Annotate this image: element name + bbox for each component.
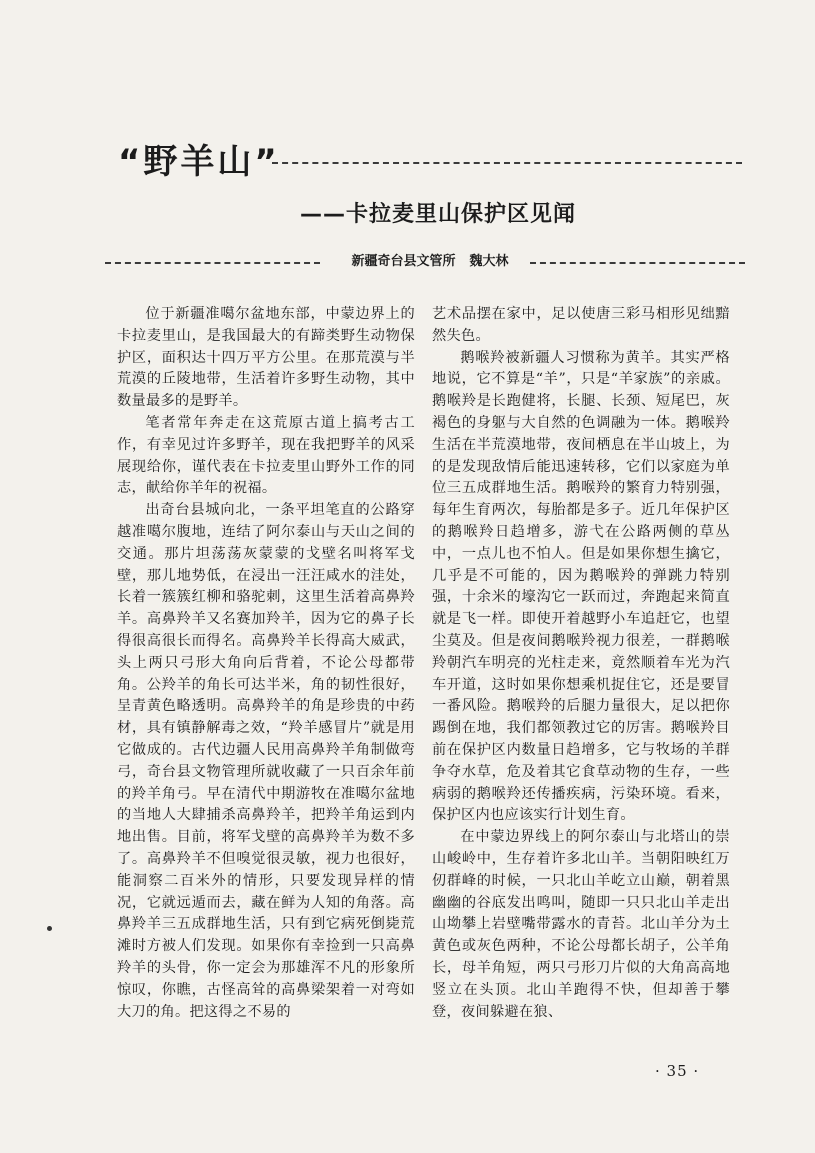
article-title: “野羊山” (118, 142, 280, 182)
paragraph: 出奇台县城向北，一条平坦笔直的公路穿越准噶尔腹地，连结了阿尔泰山与天山之间的交通。那片坦荡荡灰蒙蒙的戈壁名叫将军戈壁，那儿地势低，在浸出一汪汪咸水的洼处，长着一簇簇红柳和骆驼刺，这里生活着高鼻羚羊。高鼻羚羊又名赛加羚羊，因为它的鼻子长得很高很长而得名。高鼻羚羊长得高大威武，头上两只弓形大角向后背着，不论公母都带角。公羚羊的角长可达半米，角的韧性很好，呈青黄色略透明。高鼻羚羊的角是珍贵的中药材，具有镇静解毒之效，“羚羊感冒片”就是用它做成的。古代边疆人民用高鼻羚羊角制做弯弓，奇台县文物管理所就收藏了一只百余年前的羚羊角弓。早在清代中期游牧在准噶尔盆地的当地人大肆捕杀高鼻羚羊，把羚羊角运到内地出售。目前，将军戈壁的高鼻羚羊为数不多了。高鼻羚羊不但嗅觉很灵敏，视力也很好，能洞察二百米外的情形，只要发现异样的情况，它就远遁而去，藏在鲜为人知的角落。高鼻羚羊三五成群地生活，只有到它病死倒毙荒滩时方被人们发现。如果你有幸捡到一只高鼻羚羊的头骨，你一定会为那雄浑不凡的形象所惊叹，你瞧，古怪高耸的高鼻梁架着一对弯如大刀的角。把这得之不易的 (117, 502, 415, 1020)
paragraph-continued: 艺术品摆在家中，足以使唐三彩马相形见绌黯然失色。 (432, 306, 730, 344)
article-subtitle: ——卡拉麦里山保护区见闻 (300, 202, 577, 227)
paragraph: 鹅喉羚被新疆人习惯称为黄羊。其实严格地说，它不算是“羊”，只是“羊家族”的亲戚。鹅喉羚是长跑健将，长腿、长颈、短尾巴，灰褐色的身躯与大自然的色调融为一体。鹅喉羚生活在半荒漠地带，夜间栖息在半山坡上，为的是发现敌情后能迅速转移，它们以家庭为单位三五成群地生活。鹅喉羚的繁育力特别强，每年生育两次，每胎都是多子。近几年保护区的鹅喉羚日趋增多，游弋在公路两侧的草丛中，一点儿也不怕人。但是如果你想生擒它，几乎是不可能的，因为鹅喉羚的弹跳力特别强，十余米的壕沟它一跃而过，奔跑起来简直就是飞一样。即使开着越野小车追赶它，也望尘莫及。但是夜间鹅喉羚视力很差，一群鹅喉羚朝汽车明亮的光柱走来，竟然顺着车光为汽车开道，这时如果你想乘机捉住它，还是要冒一番风险。鹅喉羚的后腿力量很大，足以把你踢倒在地，我们都领教过它的厉害。鹅喉羚目前在保护区内数量日趋增多，它与牧场的羊群争夺水草，危及着其它食草动物的生存，一些病弱的鹅喉羚还传播疾病，污染环境。看来，保护区内也应该实行计划生育。 (432, 349, 730, 824)
author-affiliation: 新疆奇台县文管所 (351, 254, 456, 269)
right-column (432, 304, 730, 1064)
byline-left-rule (105, 262, 320, 264)
margin-dot-mark (47, 926, 52, 931)
paragraph: 笔者常年奔走在这荒原古道上搞考古工作，有幸见过许多野羊，现在我把野羊的风采展现给你，谨代表在卡拉麦里山野外工作的同志，献给你羊年的祝福。 (117, 414, 415, 497)
paragraph: 位于新疆准噶尔盆地东部，中蒙边界上的卡拉麦里山，是我国最大的有蹄类野生动物保护区，面积达十四万平方公里。在那荒漠与半荒漠的丘陵地带，生活着许多野生动物，其中数量最多的是野羊。 (117, 306, 415, 410)
title-dashed-rule (272, 162, 742, 164)
page-number: · 35 · (655, 1062, 700, 1080)
left-column (117, 304, 415, 1064)
byline-right-rule (530, 262, 745, 264)
byline-row (105, 250, 745, 274)
author-name: 魏大林 (469, 254, 509, 269)
paragraph: 在中蒙边界线上的阿尔泰山与北塔山的崇山峻岭中，生存着许多北山羊。当朝阳映红万仞群峰的时候，一只北山羊屹立山巅，朝着黑幽幽的谷底发出鸣叫，随即一只只北山羊走出山坳攀上岩壁嘴带露水的青苔。北山羊分为土黄色或灰色两种，不论公母都长胡子，公羊角长，母羊角短，两只弓形刀片似的大角高高地竖立在头顶。北山羊跑得不快，但却善于攀登，夜间躲避在狼、 (432, 829, 730, 1020)
byline (335, 250, 525, 274)
